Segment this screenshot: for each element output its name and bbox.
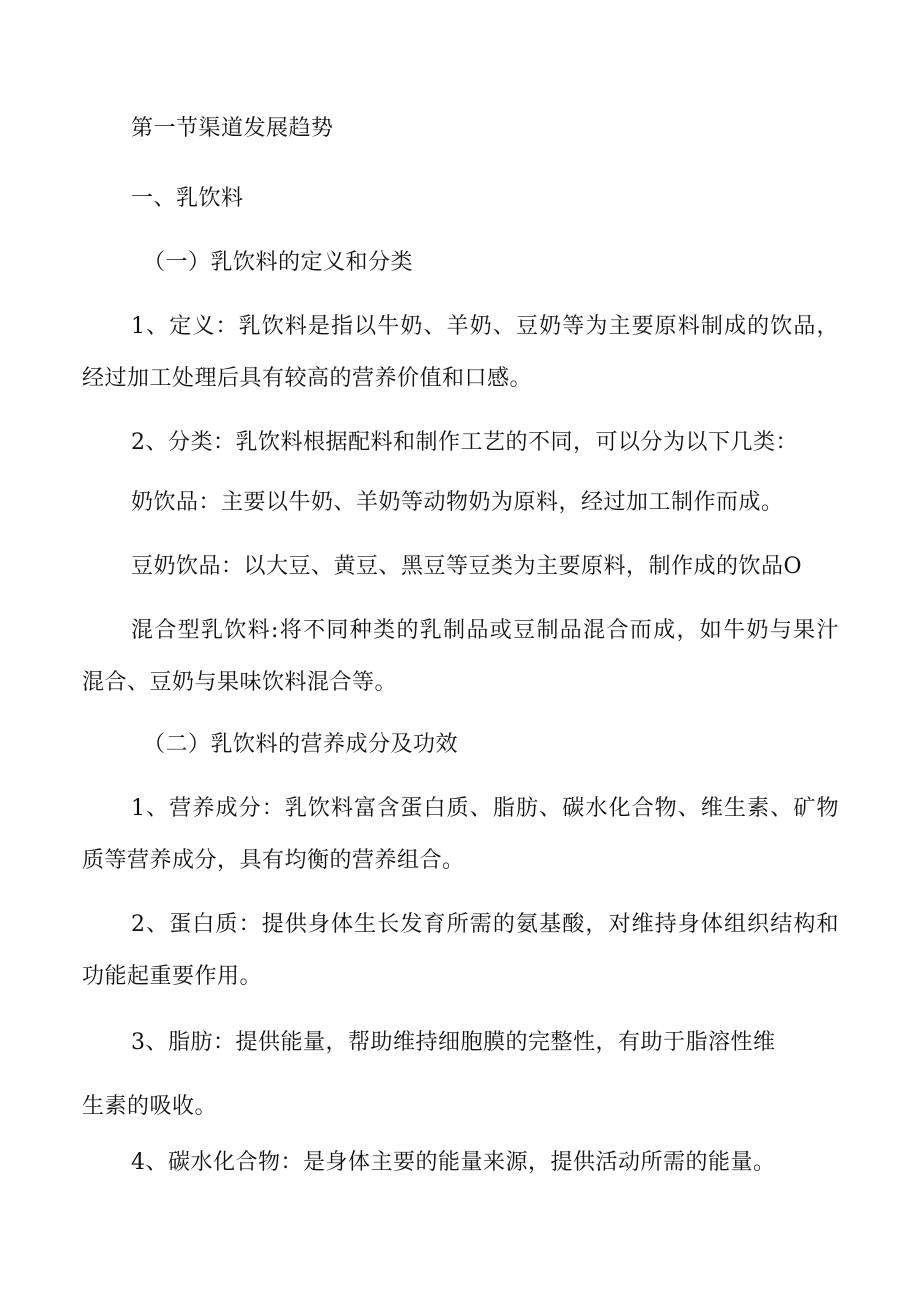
soy-drinks-paragraph: 豆奶饮品：以大豆、黄豆、黑豆等豆类为主要原料，制作成的饮品O — [131, 554, 803, 579]
nutrition-paragraph-line2: 质等营养成分，具有均衡的营养组合。 — [82, 848, 465, 873]
carbohydrates-paragraph: 4、碳水化合物：是身体主要的能量来源，提供活动所需的能量。 — [131, 1150, 776, 1175]
fat-paragraph-line2: 生素的吸收。 — [82, 1094, 218, 1119]
mixed-drinks-paragraph-line1: 混合型乳饮料:将不同种类的乳制品或豆制品混合而成，如牛奶与果汁 — [131, 618, 839, 643]
heading-milk-drinks: 一、乳饮料 — [131, 186, 244, 211]
section-title: 第一节渠道发展趋势 — [131, 116, 334, 141]
protein-paragraph-line1: 2、蛋白质：提供身体生长发育所需的氨基酸，对维持身体组织结构和 — [131, 912, 839, 937]
protein-paragraph-line2: 功能起重要作用。 — [82, 964, 263, 989]
classification-paragraph: 2、分类：乳饮料根据配料和制作工艺的不同，可以分为以下几类： — [131, 430, 798, 455]
definition-paragraph-line1: 1、定义：乳饮料是指以牛奶、羊奶、豆奶等为主要原料制成的饮品， — [131, 314, 839, 339]
subheading-definition-classification: （一）乳饮料的定义和分类 — [143, 250, 414, 275]
nutrition-paragraph-line1: 1、营养成分：乳饮料富含蛋白质、脂肪、碳水化合物、维生素、矿物 — [131, 796, 839, 821]
subheading-nutrition: （二）乳饮料的营养成分及功效 — [143, 732, 459, 757]
milk-drinks-paragraph: 奶饮品：主要以牛奶、羊奶等动物奶为原料，经过加工制作而成。 — [131, 490, 784, 515]
fat-paragraph-line1: 3、脂肪：提供能量，帮助维持细胞膜的完整性，有助于脂溶性维 — [131, 1030, 776, 1055]
mixed-drinks-paragraph-line2: 混合、豆奶与果味饮料混合等。 — [82, 670, 398, 695]
definition-paragraph-line2: 经过加工处理后具有较高的营养价值和口感。 — [82, 366, 533, 391]
